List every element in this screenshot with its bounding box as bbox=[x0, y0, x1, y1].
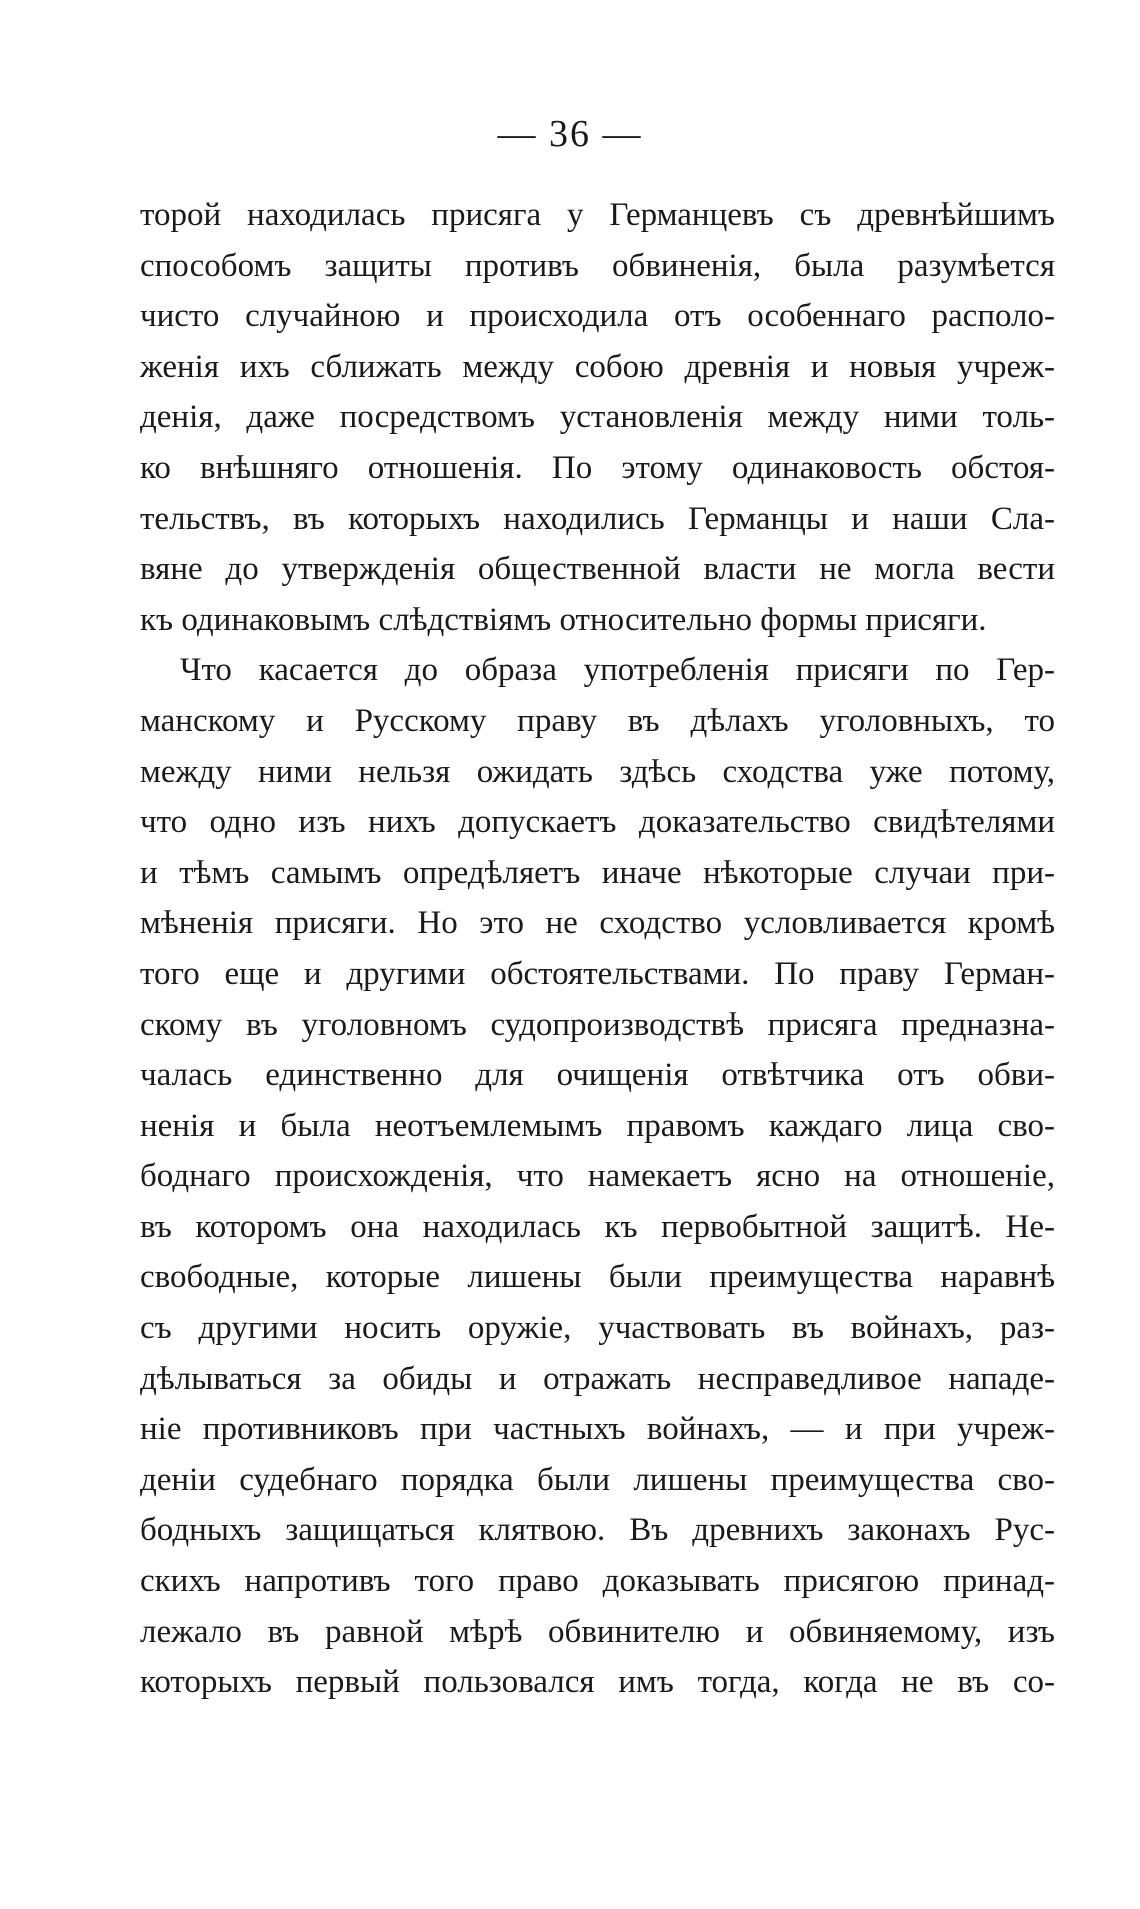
text-line: деніи судебнаго порядка были лишены преимущества сво- bbox=[140, 1461, 1055, 1498]
text-line: того еще и другими обстоятельствами. По праву Герман- bbox=[140, 955, 1055, 992]
text-line: къ одинаковымъ слѣдствіямъ относительно формы присяги. bbox=[140, 601, 987, 638]
text-line: ніе противниковъ при частныхъ войнахъ, — и при учреж- bbox=[140, 1411, 1055, 1448]
text-line: лежало въ равной мѣрѣ обвинителю и обвиняемому, изъ bbox=[140, 1613, 1055, 1650]
text-line: боднаго происхожденія, что намекаетъ ясно на отношеніе, bbox=[140, 1158, 1055, 1195]
text-line: съ другими носить оружіе, участвовать въ войнахъ, раз- bbox=[140, 1310, 1055, 1347]
text-line: денія, даже посредствомъ установленія между ними толь- bbox=[140, 399, 1055, 436]
text-line: мѣненія присяги. Но это не сходство условливается кромѣ bbox=[140, 905, 1055, 942]
text-line: ненія и была неотъемлемымъ правомъ каждаго лица сво- bbox=[140, 1107, 1055, 1144]
text-line: ко внѣшняго отношенія. По этому одинаковость обстоя- bbox=[140, 449, 1055, 486]
text-line: торой находилась присяга у Германцевъ съ древнѣйшимъ bbox=[140, 197, 1055, 233]
text-line: манскому и Русскому праву въ дѣлахъ уголовныхъ, то bbox=[140, 702, 1055, 739]
text-line: скому въ уголовномъ судопроизводствѣ присяга предназна- bbox=[140, 1006, 1055, 1043]
text-line: скихъ напротивъ того право доказывать присягою принад- bbox=[140, 1563, 1055, 1600]
text-line: женія ихъ сближать между собою древнія и новыя учреж- bbox=[140, 348, 1055, 385]
text-line: между ними нельзя ожидать здѣсь сходства уже потому, bbox=[140, 753, 1055, 790]
text-line: бодныхъ защищаться клятвою. Въ древнихъ законахъ Рус- bbox=[140, 1512, 1055, 1549]
page-number: — 36 — bbox=[497, 113, 643, 155]
text-line: дѣлываться за обиды и отражать несправедливое нападе- bbox=[140, 1360, 1055, 1397]
paragraph bbox=[140, 645, 1055, 1707]
body-text bbox=[140, 190, 1055, 1708]
text-line: вяне до утвержденія общественной власти не могла вести bbox=[140, 551, 1055, 588]
text-line: тельствъ, въ которыхъ находились Германцы и наши Сла- bbox=[140, 500, 1055, 537]
text-line: Что касается до образа употребленія присяги по Гер- bbox=[180, 652, 1055, 689]
text-line: чалась единственно для очищенія отвѣтчика отъ обви- bbox=[140, 1057, 1055, 1094]
text-line: что одно изъ нихъ допускаетъ доказательство свидѣтелями bbox=[140, 804, 1055, 841]
text-line: способомъ защиты противъ обвиненія, была разумѣется bbox=[140, 247, 1055, 284]
text-line: свободные, которые лишены были преимущества наравнѣ bbox=[140, 1259, 1055, 1296]
text-line: въ которомъ она находилась къ первобытной защитѣ. Не- bbox=[140, 1208, 1055, 1245]
paragraph bbox=[140, 190, 1055, 645]
text-line: и тѣмъ самымъ опредѣляетъ иначе нѣкоторые случаи при- bbox=[140, 854, 1055, 891]
text-line: которыхъ первый пользовался имъ тогда, когда не въ со- bbox=[140, 1664, 1055, 1701]
text-line: чисто случайною и происходила отъ особеннаго располо- bbox=[140, 298, 1055, 335]
